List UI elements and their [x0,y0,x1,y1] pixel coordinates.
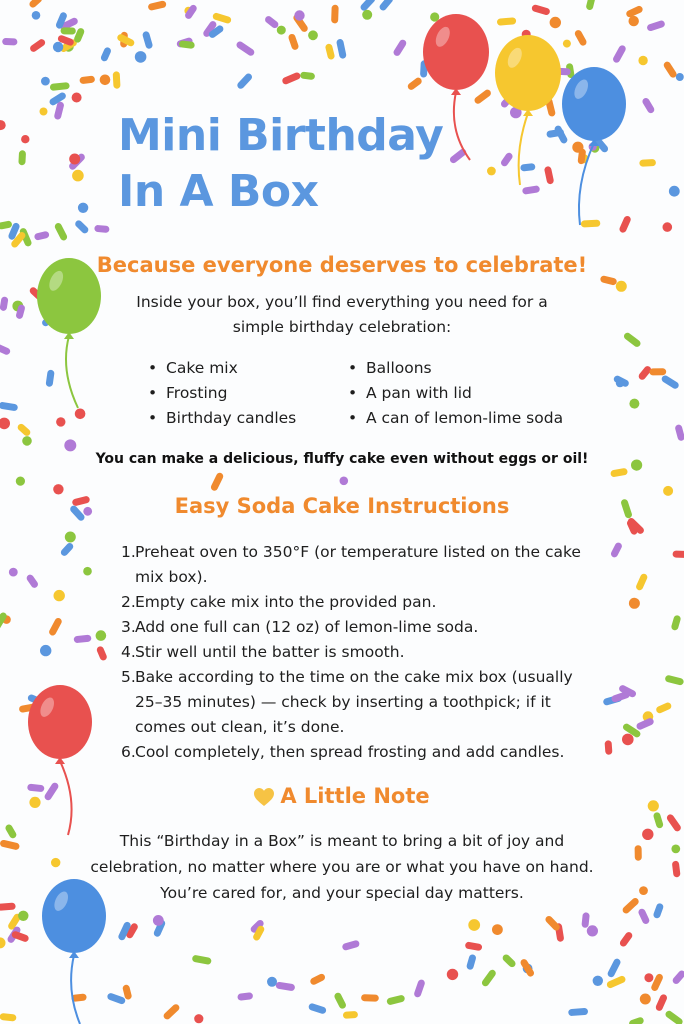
step-text: comes out clean, it’s done. [135,718,345,736]
title-line-1: Mini Birthday [118,110,444,161]
blue-balloon-icon [562,67,626,225]
step-text: Bake according to the time on the cake mix box (usually [135,668,573,686]
note-line-3: You’re cared for, and your special day matters. [160,884,524,902]
intro-line-2: simple birthday celebration: [232,318,452,336]
step-text: Empty cake mix into the provided pan. [135,593,437,611]
items-list-left [148,356,296,431]
intro-line-1: Inside your box, you’ll find everything you need for a [136,293,548,311]
note-heading [0,784,684,808]
instruction-step [121,615,591,640]
step-number: 4. [121,643,136,661]
step-text: Cool completely, then spread frosting and add candles. [135,743,565,761]
list-item: • Frosting [148,381,296,406]
heart-icon [254,788,274,807]
yellow-balloon-icon [495,35,561,185]
list-item: • A can of lemon-lime soda [348,406,563,431]
instructions-list [121,540,591,765]
step-number: 1. [121,543,136,561]
title-line-2: In A Box [118,166,319,217]
note-line-1: This “Birthday in a Box” is meant to bring a bit of joy and [119,832,565,850]
page-title [118,108,443,220]
instruction-step [121,740,591,765]
instruction-step [121,590,591,615]
note-heading-text: A Little Note [280,784,430,808]
instruction-step [121,640,591,665]
red-balloon-icon [28,685,92,835]
highlight-text: You can make a delicious, fluffy cake even without eggs or oil! [95,451,589,467]
list-item: • Cake mix [148,356,296,381]
note-line-2: celebration, no matter where you are or what you have on hand. [90,858,594,876]
step-text: Preheat oven to 350°F (or temperature listed on the cake [135,543,581,561]
list-item: • A pan with lid [348,381,563,406]
step-text: Stir well until the batter is smooth. [135,643,405,661]
list-item: • Balloons [348,356,563,381]
tagline: Because everyone deserves to celebrate! [96,253,588,277]
items-list-right [348,356,563,431]
step-text: mix box). [135,568,208,586]
instruction-step [121,540,591,590]
step-number: 2. [121,593,136,611]
step-number: 6. [121,743,136,761]
step-number: 3. [121,618,136,636]
step-text: 25–35 minutes) — check by inserting a toothpick; if it [135,693,551,711]
instruction-step [121,665,591,740]
step-number: 5. [121,668,136,686]
instructions-heading: Easy Soda Cake Instructions [174,494,510,518]
list-item: • Birthday candles [148,406,296,431]
step-text: Add one full can (12 oz) of lemon-lime soda. [135,618,479,636]
